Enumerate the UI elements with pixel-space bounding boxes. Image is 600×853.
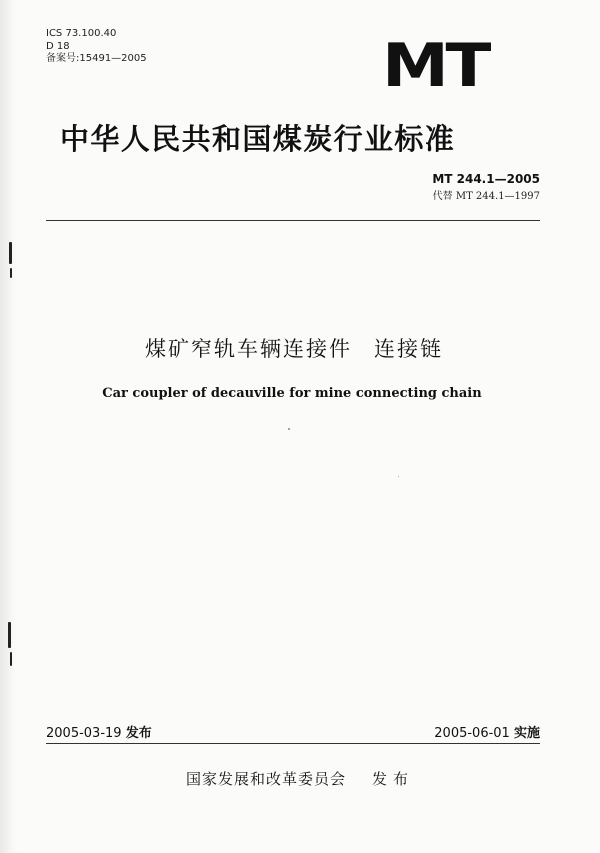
implement-label: 实施 — [513, 726, 540, 741]
replaces-standard: 代替 MT 244.1—1997 — [432, 191, 540, 202]
mt-logo: MT — [382, 31, 488, 101]
scan-edge — [0, 0, 18, 853]
scan-dust — [398, 476, 399, 477]
bottom-divider — [46, 743, 540, 744]
scan-mark — [10, 652, 12, 666]
publisher-action: 发布 — [372, 770, 415, 788]
issue-date: 2005-03-19 — [46, 726, 122, 741]
standard-number: MT 244.1—2005 — [432, 172, 540, 186]
title-cn-part2: 连接链 — [374, 337, 443, 361]
document-title-en: Car coupler of decauville for mine connecting chain — [102, 386, 482, 401]
classification-block — [46, 28, 147, 66]
scan-dust — [288, 428, 290, 430]
publisher-line — [0, 768, 600, 789]
top-divider — [46, 220, 540, 221]
title-cn-part1: 煤矿窄轨车辆连接件 — [145, 337, 352, 361]
standard-title: 中华人民共和国煤炭行业标准 — [60, 122, 456, 156]
document-title-cn — [0, 333, 588, 363]
implement-date-line — [434, 722, 540, 741]
issue-date-line — [46, 722, 152, 741]
scan-mark — [9, 242, 12, 264]
scan-mark — [10, 268, 12, 278]
category-code: D 18 — [46, 40, 70, 52]
scan-mark — [8, 622, 11, 648]
implement-date: 2005-06-01 — [434, 726, 510, 741]
ics-code: ICS 73.100.40 — [46, 28, 117, 39]
filing-number: 备案号:15491—2005 — [46, 53, 147, 64]
issue-label: 发布 — [125, 726, 152, 741]
publisher-org: 国家发展和改革委员会 — [185, 770, 346, 788]
